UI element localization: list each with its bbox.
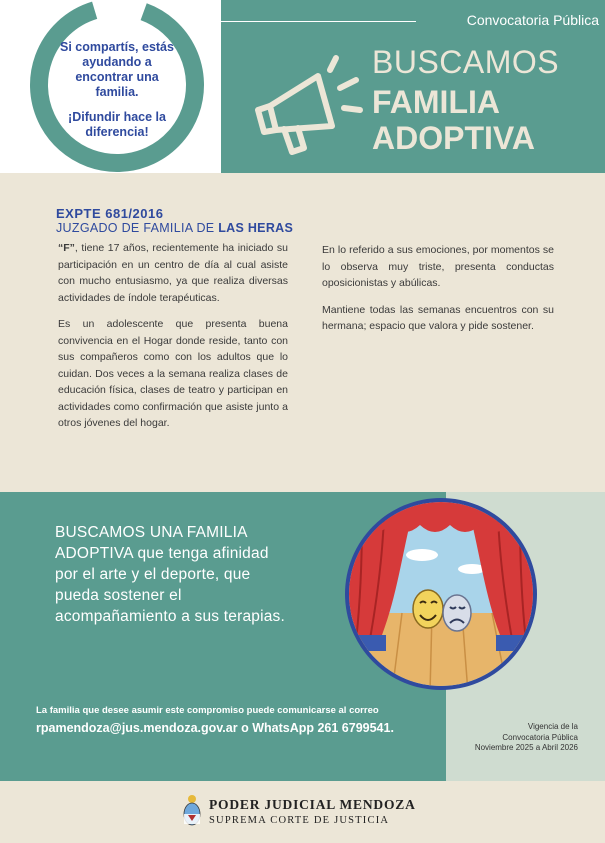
title-familia: FAMILIA xyxy=(372,84,500,120)
court-prefix: JUZGADO DE FAMILIA DE xyxy=(56,221,219,235)
share-message-line1: Si compartís, estás ayudando a encontrar una familia. xyxy=(60,40,174,99)
vigencia-text: Vigencia de la Convocatoria Pública Noviembre 2025 a Abril 2026 xyxy=(474,722,578,752)
share-message-line2: ¡Difundir hace la diferencia! xyxy=(68,110,166,139)
contact-intro: La familia que desee asumir este compromiso puede comunicarse al correo xyxy=(36,705,379,716)
contact-details: rpamendoza@jus.mendoza.gov.ar o WhatsApp 261 6799541. xyxy=(36,721,394,735)
theater-stage-icon xyxy=(342,495,540,693)
megaphone-icon xyxy=(248,48,368,160)
case-paragraph-4: Mantiene todas las semanas encuentros con su hermana; espacio que valora y pide sostener. xyxy=(322,303,554,332)
case-description-right xyxy=(322,242,554,345)
court-name xyxy=(56,221,293,235)
footer-title: PODER JUDICIAL MENDOZA xyxy=(209,797,416,812)
case-number: EXPTE 681/2016 xyxy=(56,206,164,221)
header-rule xyxy=(221,21,416,22)
coat-of-arms-icon xyxy=(182,793,202,827)
contact-email[interactable]: rpamendoza@jus.mendoza.gov.ar xyxy=(36,721,238,735)
share-message xyxy=(58,40,176,150)
case-paragraph-1: “F”, tiene 17 años, recientemente ha iniciado su participación en un centro de día al cual asiste con mucho entusiasmo, ya que realiza diversas actividades de índole terapéuticas. xyxy=(58,242,288,304)
title-buscamos: BUSCAMOS xyxy=(372,44,560,80)
convocatoria-label: Convocatoria Pública xyxy=(466,12,599,28)
case-paragraph-2: Es un adolescente que presenta buena convivencia en el Hogar donde reside, tanto con sus compañeros como con los adultos que lo cuidan. Dos veces a la semana realiza clases de educación física, clases de teatro y participan en actividades como confirmación que asiste junto a otros jóvenes del hogar. xyxy=(58,318,288,429)
court-place: LAS HERAS xyxy=(218,221,294,235)
case-child-name: “F” xyxy=(58,242,75,254)
title-adoptiva: ADOPTIVA xyxy=(372,120,535,156)
contact-whatsapp[interactable]: WhatsApp 261 6799541. xyxy=(252,721,394,735)
footer-subtitle: SUPREMA CORTE DE JUSTICIA xyxy=(209,815,390,826)
case-description-left xyxy=(58,240,288,442)
callout-text: BUSCAMOS UNA FAMILIA ADOPTIVA que tenga afinidad por el arte y el deporte, que pueda sostener el acompañamiento a sus terapias. xyxy=(55,524,286,625)
case-paragraph-3: En lo referido a sus emociones, por momentos se lo observa muy triste, presenta conductas oposicionistas y abúlicas. xyxy=(322,244,554,289)
